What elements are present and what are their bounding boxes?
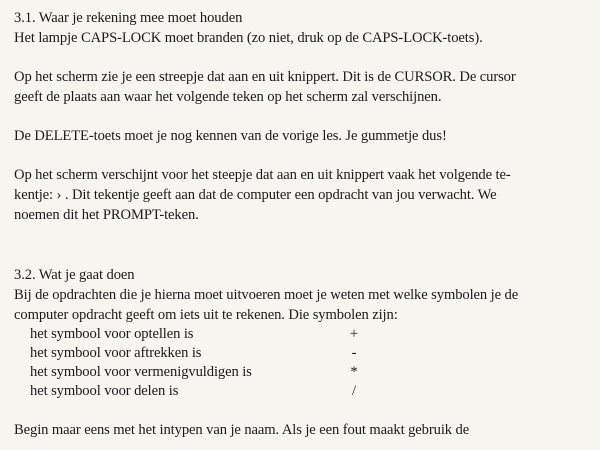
section-2-heading: 3.2. Wat je gaat doen <box>14 267 135 283</box>
prompt-paragraph-line-2: kentje: › . Dit tekentje geeft aan dat de computer een opdracht van jou verwacht. We <box>14 187 497 203</box>
symbol-row <box>30 382 584 401</box>
cursor-paragraph-line-1: Op het scherm zie je een streepje dat aan en uit knippert. Dit is de CURSOR. De cursor <box>14 69 516 85</box>
section-1-heading: 3.1. Waar je rekening mee moet houden <box>14 10 243 26</box>
symbol-value: / <box>352 383 356 399</box>
symbol-label: het symbool voor optellen is <box>30 326 194 342</box>
symbol-value: - <box>351 345 357 361</box>
symbol-label: het symbool voor delen is <box>30 383 179 399</box>
symbol-row <box>30 363 584 382</box>
symbol-value: * <box>350 364 358 380</box>
symbol-label: het symbool voor aftrekken is <box>30 345 202 361</box>
symbol-label: het symbool voor vermenigvuldigen is <box>30 364 252 380</box>
delete-paragraph: De DELETE-toets moet je nog kennen van de vorige les. Je gummetje dus! <box>14 128 447 144</box>
intro-paragraph-line-2: computer opdracht geeft om iets uit te rekenen. Die symbolen zijn: <box>14 307 398 323</box>
prompt-paragraph-line-3: noemen dit het PROMPT-teken. <box>14 207 199 223</box>
symbol-row <box>30 344 584 363</box>
symbol-value: + <box>349 326 359 342</box>
caps-lock-instruction: Het lampje CAPS-LOCK moet branden (zo niet, druk op de CAPS-LOCK-toets). <box>14 30 483 46</box>
symbol-list <box>30 325 584 401</box>
cursor-paragraph-line-2: geeft de plaats aan waar het volgende teken op het scherm zal verschijnen. <box>14 89 442 105</box>
intro-paragraph-line-1: Bij de opdrachten die je hierna moet uitvoeren moet je weten met welke symbolen je de <box>14 287 519 303</box>
prompt-paragraph-line-1: Op het scherm verschijnt voor het steepje dat aan en uit knippert vaak het volgende te- <box>14 167 511 183</box>
closing-paragraph-line-1: Begin maar eens met het intypen van je naam. Als je een fout maakt gebruik de <box>14 422 470 438</box>
symbol-row <box>30 325 584 344</box>
